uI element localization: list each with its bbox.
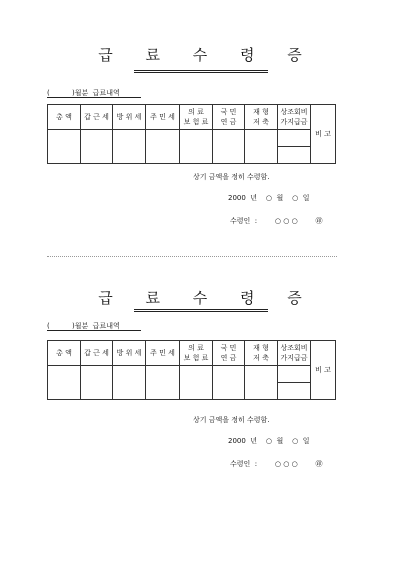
col-medical-line1: 의 료 (188, 344, 204, 352)
col-advance-payment: 가지급금 (280, 354, 308, 362)
col-national-pension (213, 105, 245, 130)
cell-income-tax (81, 130, 113, 164)
cell-asset (245, 130, 278, 164)
cell-pension (213, 366, 245, 400)
col-mutual-aid-misc (278, 341, 311, 366)
salary-table (47, 340, 336, 400)
col-remarks: 비 고 (311, 341, 336, 400)
col-asset-savings (245, 341, 278, 366)
cell-defense-tax (113, 366, 146, 400)
period-underline (47, 330, 141, 331)
cell-total (48, 130, 81, 164)
receipt-statement: 상기 금액을 정히 수령함. (193, 173, 270, 181)
cell-resident-tax (146, 130, 180, 164)
col-defense-tax: 방 위 세 (113, 341, 146, 366)
cell-total (48, 366, 81, 400)
page-title: 급 료 수 령 증 (98, 289, 316, 307)
cell-advance-payment (278, 383, 310, 399)
title-underline-double (134, 72, 268, 73)
period-label: ( )월분 급료내역 (47, 89, 120, 97)
col-asset-line2: 저 축 (253, 354, 269, 362)
col-income-tax: 갑 근 세 (81, 341, 113, 366)
col-pension-line1: 국 민 (220, 344, 237, 352)
col-asset-line1: 재 형 (253, 344, 269, 352)
col-income-tax: 갑 근 세 (81, 105, 113, 130)
col-total: 총 액 (48, 105, 81, 130)
col-remarks: 비 고 (311, 105, 336, 164)
col-asset-line1: 재 형 (253, 108, 269, 116)
cell-mutual-aid (278, 130, 310, 147)
seal-icon: ㊞ (315, 460, 323, 468)
col-medical-line2: 보 험 료 (183, 118, 209, 126)
title-underline (134, 70, 268, 71)
col-mutual-aid-misc (278, 105, 311, 130)
col-asset-savings (245, 105, 278, 130)
cell-income-tax (81, 366, 113, 400)
page-title: 급 료 수 령 증 (98, 46, 316, 64)
col-mutual-aid: 상조회비 (280, 344, 308, 352)
receipt-date: 2000 년 ○ 월 ○ 일 (228, 194, 310, 202)
col-resident-tax: 주 민 세 (146, 105, 180, 130)
col-pension-line2: 연 금 (220, 354, 237, 362)
col-pension-line1: 국 민 (220, 108, 237, 116)
cell-mutual-aid-misc (278, 366, 311, 400)
signature-line (230, 216, 323, 226)
cell-advance-payment (278, 147, 310, 163)
cell-pension (213, 130, 245, 164)
signature-label: 수령인 : (230, 217, 258, 225)
cell-medical (180, 366, 213, 400)
col-total: 총 액 (48, 341, 81, 366)
signature-line (230, 459, 323, 469)
col-medical-line2: 보 험 료 (183, 354, 209, 362)
col-mutual-aid: 상조회비 (280, 108, 308, 116)
salary-table (47, 104, 336, 164)
period-underline (47, 97, 141, 98)
col-medical-line1: 의 료 (188, 108, 204, 116)
col-resident-tax: 주 민 세 (146, 341, 180, 366)
cell-resident-tax (146, 366, 180, 400)
cell-asset (245, 366, 278, 400)
receipt-statement: 상기 금액을 정히 수령함. (193, 416, 270, 424)
title-underline-double (134, 311, 268, 312)
cell-defense-tax (113, 130, 146, 164)
col-asset-line2: 저 축 (253, 118, 269, 126)
period-label: ( )월분 급료내역 (47, 322, 120, 330)
cut-line (47, 256, 337, 257)
col-medical-insurance (180, 105, 213, 130)
col-medical-insurance (180, 341, 213, 366)
seal-icon: ㊞ (315, 217, 323, 225)
cell-mutual-aid-misc (278, 130, 311, 164)
signature-label: 수령인 : (230, 460, 258, 468)
cell-medical (180, 130, 213, 164)
col-defense-tax: 방 위 세 (113, 105, 146, 130)
receipt-date: 2000 년 ○ 월 ○ 일 (228, 437, 310, 445)
cell-mutual-aid (278, 366, 310, 383)
col-advance-payment: 가지급금 (280, 118, 308, 126)
title-underline (134, 309, 268, 310)
col-national-pension (213, 341, 245, 366)
col-pension-line2: 연 금 (220, 118, 237, 126)
signature-name: ○ ○ ○ (274, 217, 298, 225)
signature-name: ○ ○ ○ (274, 460, 298, 468)
